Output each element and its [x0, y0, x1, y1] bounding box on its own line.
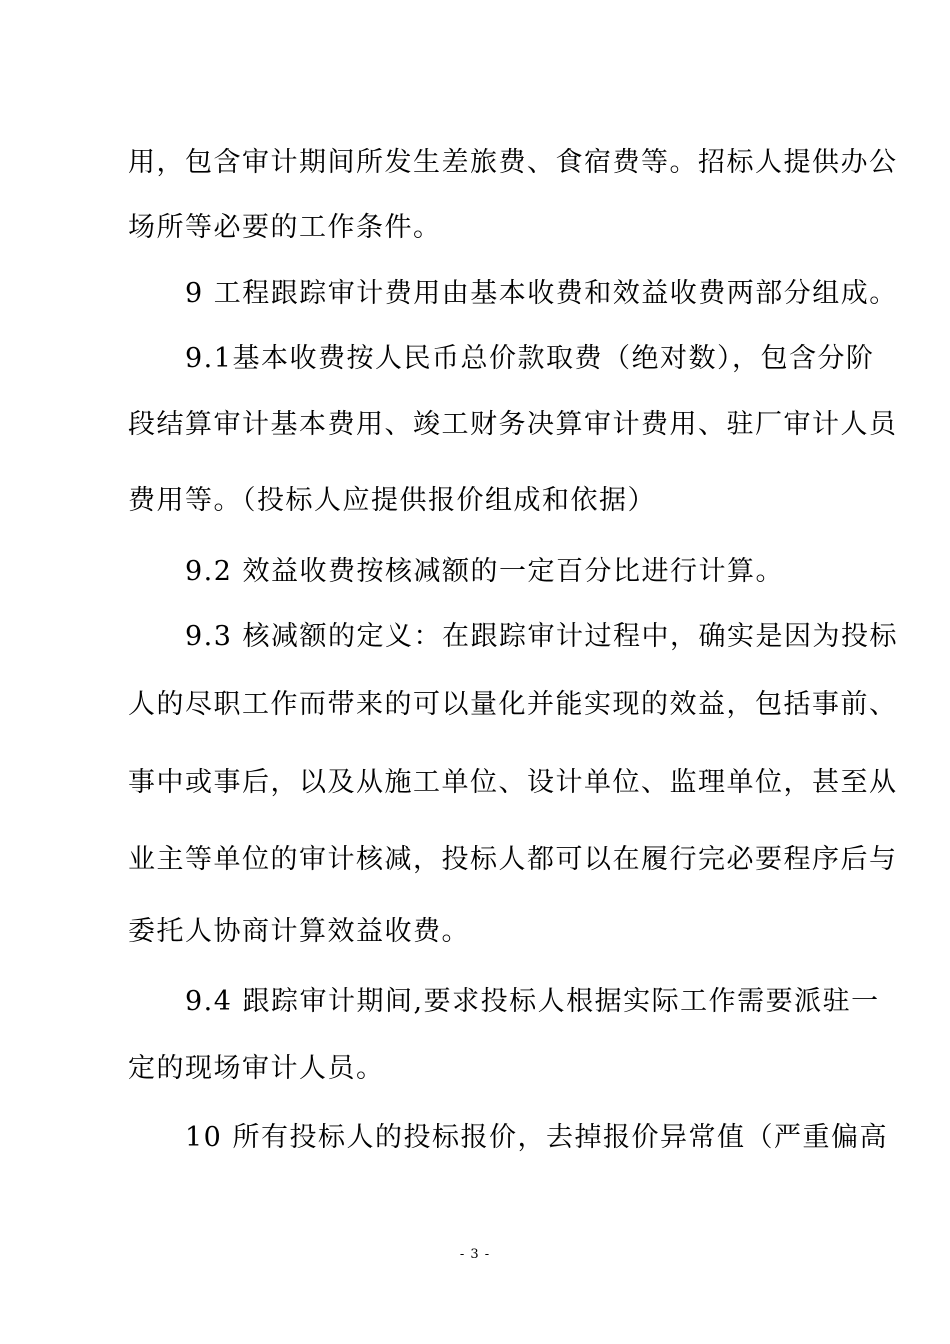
- text-line-8: 9.3 核减额的定义：在跟踪审计过程中，确实是因为投标: [185, 621, 899, 652]
- text-line-3: 9 工程跟踪审计费用由基本收费和效益收费两部分组成。: [185, 278, 898, 309]
- text-line-2: 场所等必要的工作条件。: [128, 212, 442, 243]
- text-line-9: 人的尽职工作而带来的可以量化并能实现的效益，包括事前、: [128, 689, 898, 720]
- text-line-5: 段结算审计基本费用、竣工财务决算审计费用、驻厂审计人员: [128, 409, 898, 440]
- text-line-13: 9.4 跟踪审计期间,要求投标人根据实际工作需要派驻一: [185, 986, 880, 1017]
- text-line-1: 用，包含审计期间所发生差旅费、食宿费等。招标人提供办公: [128, 147, 898, 178]
- page-number: - 3 -: [459, 1247, 491, 1262]
- text-line-11: 业主等单位的审计核减，投标人都可以在履行完必要程序后与: [128, 844, 898, 875]
- text-line-10: 事中或事后，以及从施工单位、设计单位、监理单位，甚至从: [128, 767, 898, 798]
- text-line-15: 10 所有投标人的投标报价，去掉报价异常值（严重偏高: [185, 1122, 888, 1153]
- text-line-14: 定的现场审计人员。: [128, 1053, 385, 1084]
- text-line-4: 9.1基本收费按人民币总价款取费（绝对数），包含分阶: [185, 343, 875, 374]
- text-line-7: 9.2 效益收费按核减额的一定百分比进行计算。: [185, 556, 785, 587]
- text-line-6: 费用等。（投标人应提供报价组成和依据）: [128, 485, 656, 516]
- text-line-12: 委托人协商计算效益收费。: [128, 916, 470, 947]
